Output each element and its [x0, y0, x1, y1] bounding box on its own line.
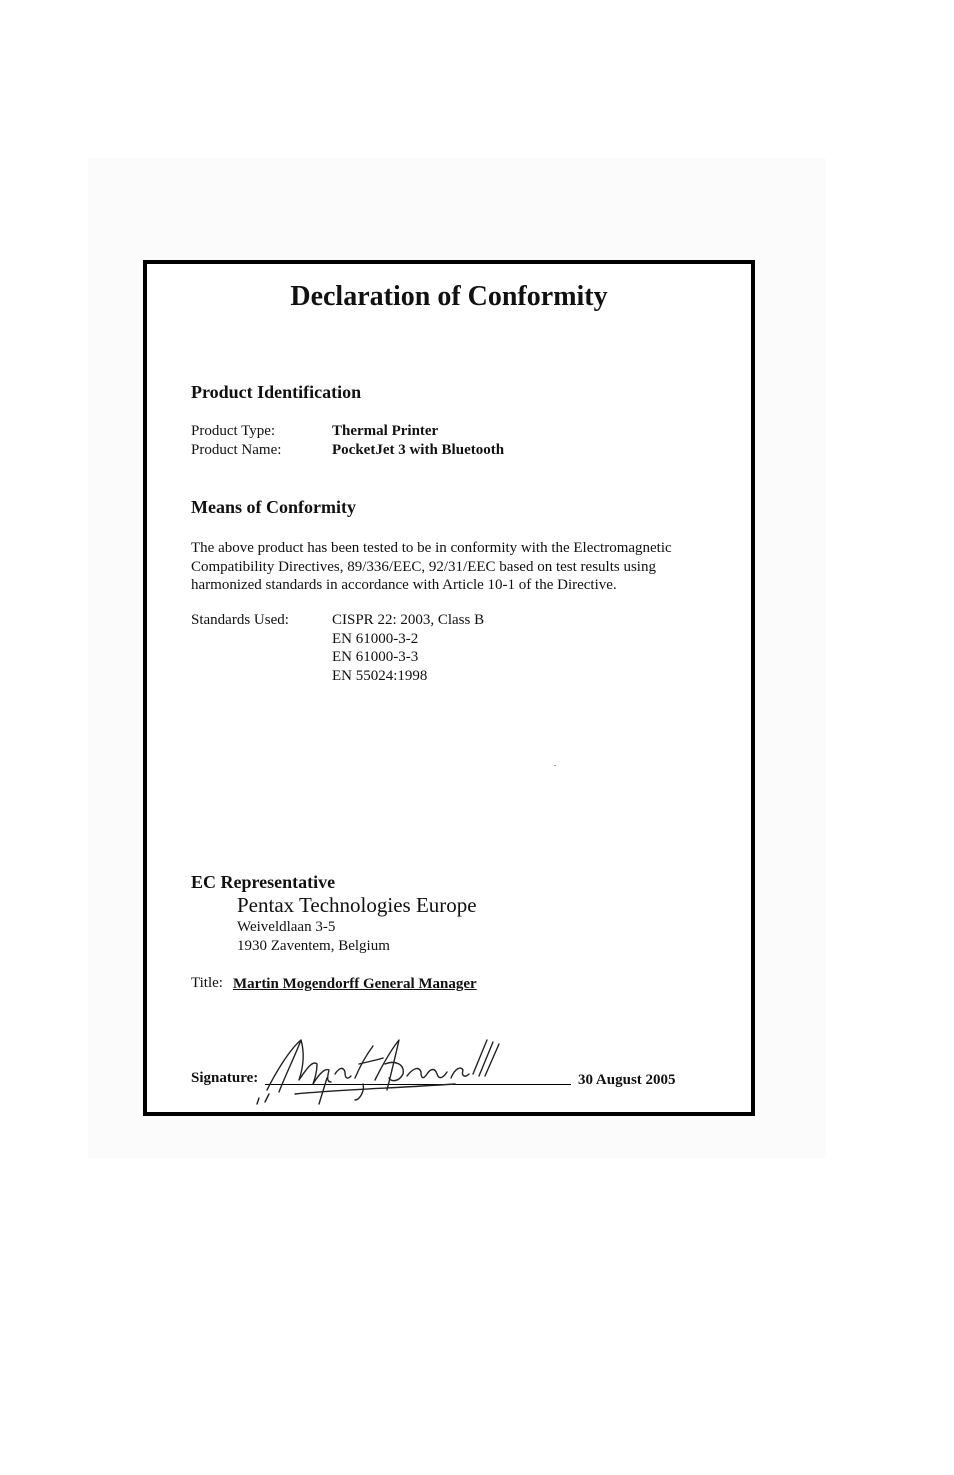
- standard-item: EN 61000-3-2: [332, 630, 419, 647]
- paragraph-line: The above product has been tested to be in conformity with the Electromagnetic: [191, 540, 672, 556]
- standards-list: [332, 611, 484, 685]
- means-of-conformity-heading: Means of Conformity: [191, 497, 356, 517]
- handwritten-signature: [255, 1034, 505, 1106]
- address-street: Weiveldlaan 3-5: [237, 919, 336, 935]
- address-city: 1930 Zaventem, Belgium: [237, 938, 390, 954]
- scan-speck: [554, 765, 556, 766]
- product-type-value: Thermal Printer: [332, 423, 439, 439]
- company-name: Pentax Technologies Europe: [237, 893, 477, 917]
- paragraph-line: harmonized standards in accordance with Article 10-1 of the Directive.: [191, 577, 617, 593]
- declaration-document: [143, 260, 755, 1116]
- standards-used-label: Standards Used:: [191, 612, 289, 628]
- signature-date: 30 August 2005: [578, 1072, 676, 1088]
- document-title: Declaration of Conformity: [290, 281, 608, 312]
- title-label: Title:: [191, 975, 223, 991]
- standard-item: EN 55024:1998: [332, 667, 428, 684]
- standard-item: CISPR 22: 2003, Class B: [332, 612, 485, 628]
- signature-label: Signature:: [191, 1070, 259, 1086]
- conformity-paragraph: [191, 539, 672, 595]
- product-name-label: Product Name:: [191, 442, 282, 458]
- product-type-label: Product Type:: [191, 423, 276, 439]
- title-value: Martin Mogendorff General Manager: [233, 976, 477, 992]
- ec-representative-heading: EC Representative: [191, 872, 336, 892]
- standard-item: EN 61000-3-3: [332, 649, 419, 665]
- paragraph-line: Compatibility Directives, 89/336/EEC, 92/31/EEC based on test results using: [191, 558, 656, 575]
- product-name-value: PocketJet 3 with Bluetooth: [332, 442, 505, 458]
- product-identification-heading: Product Identification: [191, 382, 362, 402]
